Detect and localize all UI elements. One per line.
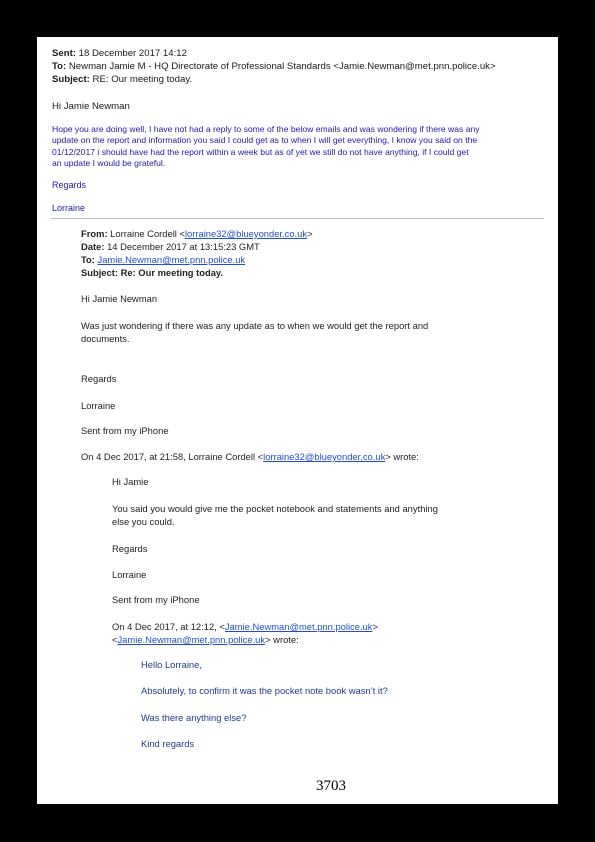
email2-date-line [81,241,260,253]
separator-line [51,218,544,219]
email3-quote-header-2 [112,634,299,646]
email3-regards: Regards [112,543,148,554]
email2-from-name: Lorraine Cordell < [110,228,185,239]
email3-quote2-suffix: > wrote: [265,634,299,645]
email2-greeting: Hi Jamie Newman [81,293,158,304]
email2-date-value: 14 December 2017 at 13:15:23 GMT [107,241,260,252]
email2-regards: Regards [81,373,117,384]
outer-body-line: update on the report and information you said I could get as to when I will get everything, I know you said on the [52,135,478,146]
email4-closing: Kind regards [141,738,195,749]
page-number: 3703 [316,778,346,794]
email2-quote-suffix: > wrote: [385,451,419,462]
email4-line: Was there anything else? [141,712,247,723]
sent-label: Sent: [52,48,76,59]
email2-subject-label: Subject: [81,267,118,278]
subject-label: Subject: [52,74,90,85]
email2-sent-from: Sent from my iPhone [81,425,169,436]
email4-line: Absolutely, to confirm it was the pocket note book wasn’t it? [141,685,388,696]
email3-sent-from: Sent from my iPhone [112,594,200,605]
email2-quote-prefix: On 4 Dec 2017, at 21:58, Lorraine Cordell < [81,451,264,462]
email3-quote2-email-link[interactable]: Jamie.Newman@met.pnn.police.uk [117,634,266,645]
email2-to-line [81,254,245,266]
email2-quote-header [81,451,419,463]
email2-subject-value: Re: Our meeting today. [120,267,224,278]
email2-from-email-link[interactable]: lorraine32@blueyonder.co.uk [184,228,308,239]
email2-body-line: documents. [81,333,130,344]
email3-quote-header [112,621,378,633]
outer-body-line: Hope you are doing well, I have not had a reply to some of the below emails and was wondering if there was any [52,124,480,134]
email2-from-close: > [307,228,313,239]
email2-to-label: To: [81,254,95,265]
subject-value: RE: Our meeting today. [92,74,193,85]
email2-to-email-link[interactable]: Jamie.Newman@met.pnn.police.uk [97,254,246,265]
sent-value: 18 December 2017 14:12 [78,48,187,59]
email3-greeting: Hi Jamie [112,476,149,487]
sent-line [52,48,187,60]
email2-from-label: From: [81,228,108,239]
document-page [37,37,558,804]
subject-line [52,74,192,86]
email3-quote-prefix: On 4 Dec 2017, at 12:12, < [112,621,225,632]
outer-signature: Lorraine [52,203,86,213]
email3-quote2-prefix: < [112,634,118,645]
email2-signature: Lorraine [81,400,116,411]
email2-body-line: Was just wondering if there was any update as to when we would get the report and [81,320,429,331]
outer-greeting: Hi Jamie Newman [52,101,130,112]
outer-body [52,124,480,170]
email3-body-line: You said you would give me the pocket notebook and statements and anything [112,503,438,514]
email3-quote-email-link[interactable]: Jamie.Newman@met.pnn.police.uk [224,621,373,632]
to-line [52,61,496,73]
email3-body-line: else you could. [112,516,175,527]
email2-date-label: Date: [81,241,105,252]
email2-subject-line [81,267,223,279]
to-value: Newman Jamie M - HQ Directorate of Professional Standards <Jamie.Newman@met.pnn.police.uk> [68,61,496,72]
email3-signature: Lorraine [112,569,147,580]
outer-body-line: 01/12/2017 i should have had the report within a week but as of yet we still do not have anything, if I could get [52,146,469,157]
outer-regards: Regards [52,180,87,190]
email3-quote-suffix: > [372,621,378,632]
email2-from-line [81,228,313,240]
outer-body-line: an update I would be grateful. [52,158,166,169]
to-label: To: [52,61,67,72]
email4-greeting: Hello Lorraine, [141,659,202,670]
email2-quote-email-link[interactable]: lorraine32@blueyonder.co.uk [263,451,386,462]
